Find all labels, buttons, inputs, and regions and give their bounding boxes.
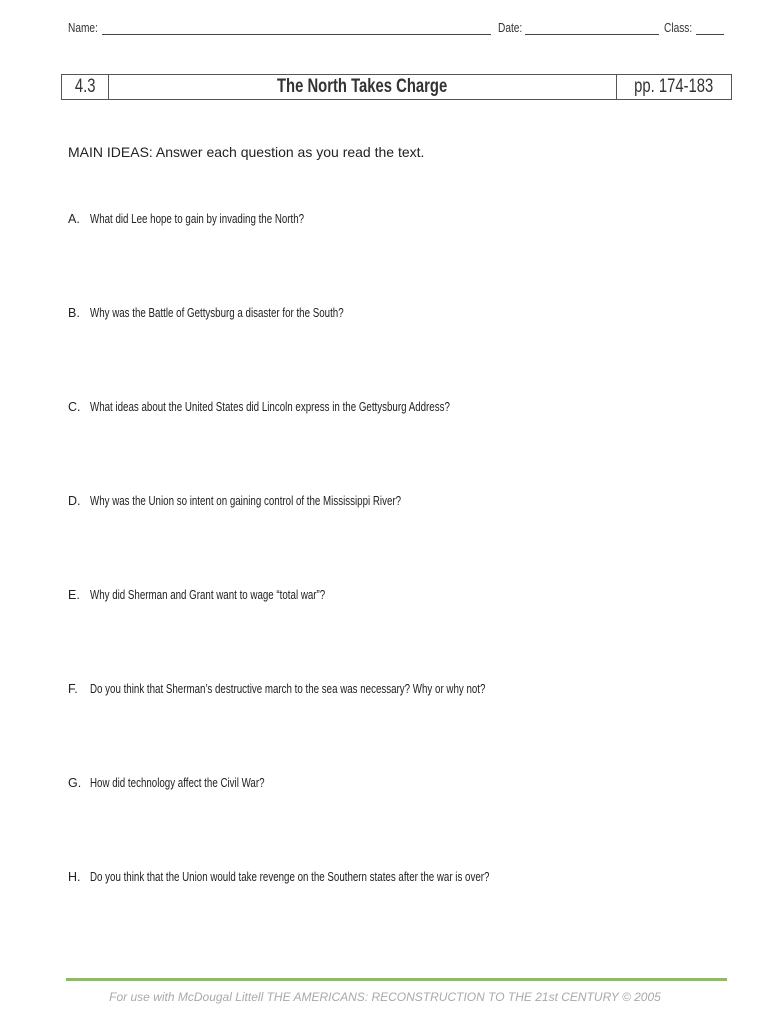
question-letter: H.: [68, 870, 81, 884]
question-text: Do you think that Sherman’s destructive march to the sea was necessary? Why or why not?: [90, 682, 486, 696]
section-title-table: [61, 74, 732, 100]
question-text: What ideas about the United States did Lincoln express in the Gettysburg Address?: [90, 400, 450, 414]
question-letter: B.: [68, 306, 80, 320]
footer-divider: [66, 978, 727, 981]
question-text: Do you think that the Union would take revenge on the Southern states after the war is over?: [90, 870, 490, 884]
page-range: pp. 174-183: [634, 76, 714, 97]
question-letter: G.: [68, 776, 82, 790]
question-letter: D.: [68, 494, 81, 508]
question-text: What did Lee hope to gain by invading the North?: [90, 212, 305, 226]
date-field[interactable]: [525, 34, 659, 35]
instructions: MAIN IDEAS: Answer each question as you read the text.: [68, 144, 425, 160]
student-info-header: Name: Date: Class:: [68, 20, 724, 36]
question-text: Why did Sherman and Grant want to wage “total war”?: [90, 588, 326, 602]
section-number: 4.3: [62, 75, 109, 99]
name-field[interactable]: [102, 34, 491, 35]
question-text: Why was the Battle of Gettysburg a disaster for the South?: [90, 306, 344, 320]
question-letter: C.: [68, 400, 81, 414]
section-title: The North Takes Charge: [109, 75, 617, 99]
question-text: How did technology affect the Civil War?: [90, 776, 265, 790]
class-field[interactable]: [696, 34, 724, 35]
footer-credit: For use with McDougal Littell THE AMERICANS: RECONSTRUCTION TO THE 21st CENTURY © 2005: [109, 990, 661, 1004]
question-letter: A.: [68, 212, 80, 226]
question-text: Why was the Union so intent on gaining control of the Mississippi River?: [90, 494, 402, 508]
question-letter: E.: [68, 588, 80, 602]
question-letter: F.: [68, 682, 78, 696]
